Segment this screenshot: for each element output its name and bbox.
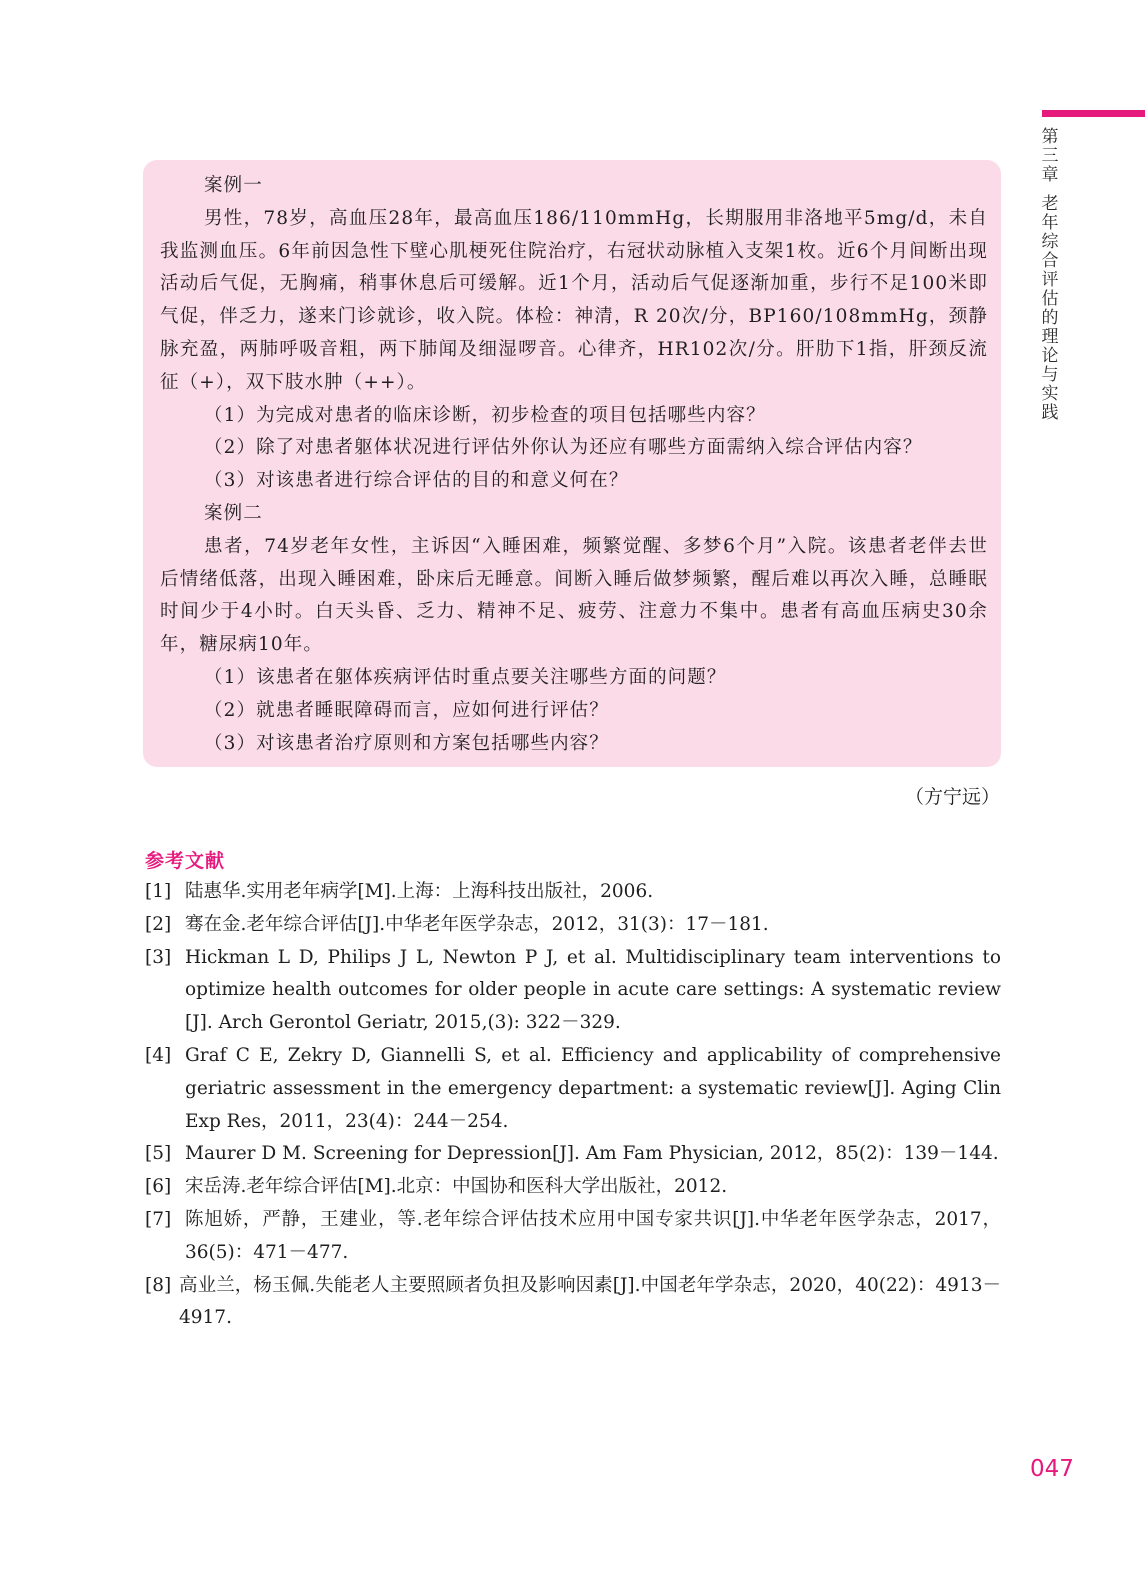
case-two-body: 患者，74岁老年女性，主诉因“入睡困难，频繁觉醒、多梦6个月”入院。该患者老伴去世后情绪低落，出现入睡困难，卧床后无睡意。间断入睡后做梦频繁，醒后难以再次入睡，总睡眠时间少于4小时。白天头昏、乏力、精神不足、疲劳、注意力不集中。患者有高血压病史30余年，糖尿病10年。 bbox=[160, 535, 988, 656]
case-two-question-1: （1）该患者在躯体疾病评估时重点要关注哪些方面的问题？ bbox=[204, 666, 727, 688]
reference-text: Hickman L D, Philips J L, Newton P J, et al. Multidisciplinary team interventions to optimize health outcomes for older people in acute care settings: A systematic review [J]. Arch Gerontol Geriatr, 2015,(3): 322－329. bbox=[185, 946, 1001, 1034]
reference-item bbox=[145, 1270, 1001, 1336]
case-study-text bbox=[160, 170, 988, 760]
reference-text: 陆惠华.实用老年病学[M].上海：上海科技出版社，2006. bbox=[185, 881, 654, 902]
reference-number: [8] bbox=[145, 1274, 172, 1296]
reference-number: [5] bbox=[145, 1143, 172, 1165]
case-two-heading: 案例二 bbox=[204, 502, 263, 524]
reference-number: [3] bbox=[145, 946, 172, 968]
reference-item bbox=[145, 942, 1001, 1040]
reference-text: Graf C E, Zekry D, Giannelli S, et al. Efficiency and applicability of comprehensive geriatric assessment in the emergency department: a systematic review[J]. Aging Clin Exp Res，2011，23(4)：244－254. bbox=[185, 1044, 1001, 1132]
reference-text: 高业兰，杨玉佩.失能老人主要照顾者负担及影响因素[J].中国老年学杂志，2020，40(22)：4913－4917. bbox=[179, 1274, 1001, 1329]
chapter-number: 第 三 章 bbox=[1041, 127, 1059, 185]
reference-item bbox=[145, 909, 1001, 942]
case-one-body: 男性，78岁，高血压28年，最高血压186/110mmHg，长期服用非洛地平5mg/d，未自我监测血压。6年前因急性下壁心肌梗死住院治疗，右冠状动脉植入支架1枚。近6个月间断出现活动后气促，无胸痛，稍事休息后可缓解。近1个月，活动后气促逐渐加重，步行不足100米即气促，伴乏力，遂来门诊就诊，收入院。体检：神清，R 20次/分，BP160/108mmHg，颈静脉充盈，两肺呼吸音粗，两下肺闻及细湿啰音。心律齐，HR102次/分。肝肋下1指，肝颈反流征（+），双下肢水肿（++）。 bbox=[160, 207, 988, 393]
reference-number: [7] bbox=[145, 1208, 172, 1230]
reference-list bbox=[145, 876, 1001, 1335]
case-one-question-3: （3）对该患者进行综合评估的目的和意义何在？ bbox=[204, 470, 629, 492]
reference-text: 骞在金.老年综合评估[J].中华老年医学杂志，2012，31(3)：17－181. bbox=[185, 913, 769, 935]
reference-text: Maurer D M. Screening for Depression[J]. Am Fam Physician, 2012，85(2)：139－144. bbox=[185, 1143, 999, 1165]
chapter-accent-bar bbox=[1042, 110, 1145, 117]
references-heading: 参考文献 bbox=[145, 850, 226, 872]
reference-item bbox=[145, 1171, 1001, 1204]
chapter-side-label bbox=[1038, 128, 1062, 423]
reference-item bbox=[145, 1138, 1001, 1171]
page-number: 047 bbox=[1030, 1456, 1074, 1482]
reference-number: [1] bbox=[145, 881, 172, 902]
reference-number: [6] bbox=[145, 1176, 172, 1198]
reference-item bbox=[145, 876, 1001, 909]
author-credit: （方宁远） bbox=[904, 786, 1000, 808]
case-one-question-1: （1）为完成对患者的临床诊断，初步检查的项目包括哪些内容？ bbox=[204, 404, 766, 426]
reference-text: 陈旭娇，严静，王建业，等.老年综合评估技术应用中国专家共识[J].中华老年医学杂志，2017，36(5)：471－477. bbox=[185, 1208, 1001, 1263]
case-two-question-3: （3）对该患者治疗原则和方案包括哪些内容？ bbox=[204, 732, 609, 754]
reference-text: 宋岳涛.老年综合评估[M].北京：中国协和医科大学出版社，2012. bbox=[185, 1176, 728, 1198]
case-two-question-2: （2）就患者睡眠障碍而言，应如何进行评估？ bbox=[204, 699, 609, 721]
reference-item bbox=[145, 1040, 1001, 1138]
reference-number: [2] bbox=[145, 913, 172, 935]
chapter-title: 老 年 综 合 评 估 的 理 论 与 实 践 bbox=[1041, 194, 1059, 423]
case-one-heading: 案例一 bbox=[204, 175, 263, 196]
reference-item bbox=[145, 1204, 1001, 1270]
reference-number: [4] bbox=[145, 1044, 172, 1066]
case-one-question-2: （2）除了对患者躯体状况进行评估外你认为还应有哪些方面需纳入综合评估内容？ bbox=[204, 437, 923, 459]
